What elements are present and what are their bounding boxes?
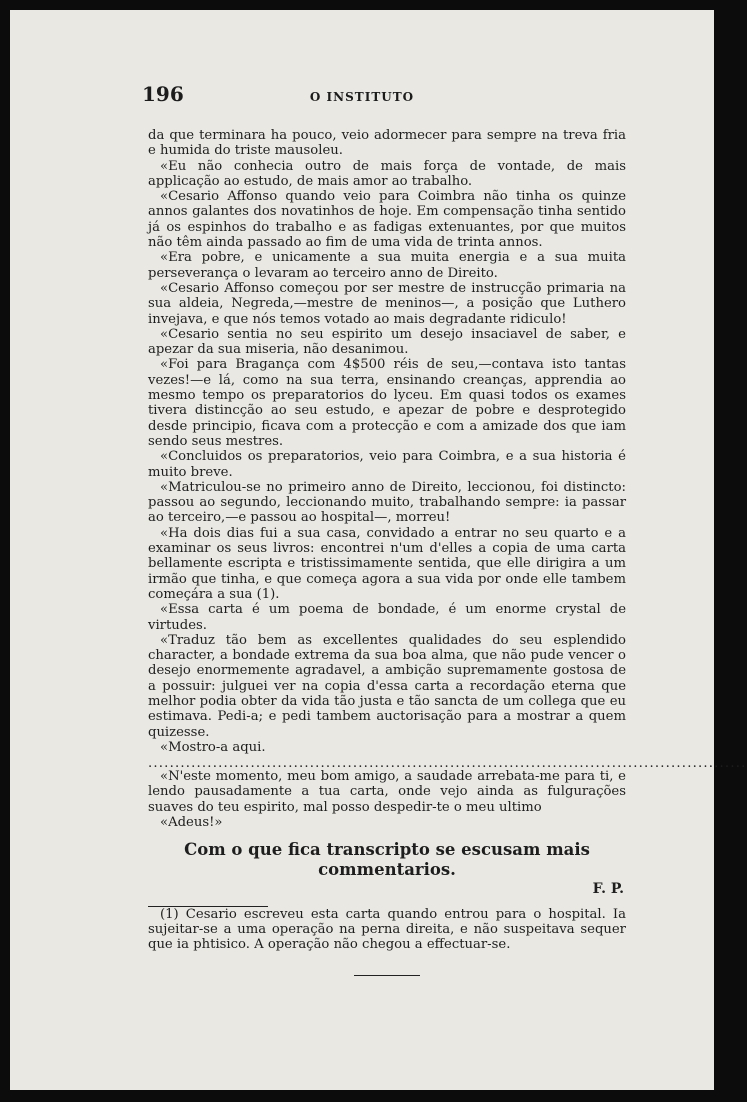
closing-line: Com o que fica transcripto se escusam mais commentarios. — [184, 840, 590, 880]
paragraph: «Eu não conhecia outro de mais força de vontade, de mais applicação ao estudo, de mais amor ao trabalho. — [148, 158, 626, 189]
paragraph: «Cesario sentia no seu espirito um desejo insaciavel de saber, e apezar da sua miseria, não desanimou. — [148, 326, 626, 358]
paragraph: «Traduz tão bem as excellentes qualidades do seu esplendido character, a bondade extrema da sua boa alma, que não pude vencer o desejo enormemente agradavel, a ambição supremamente gostosa de a possuir: julguei ver na copia d'essa carta a recordação eterna que melhor podia obter da vida tão justa e tão sancta de um collega que eu estimava. Pedi-a; e pedi tambem auctorisação para a mostrar a quem quizesse. — [148, 632, 626, 740]
paragraph: «Ha dois dias fui a sua casa, convidado a entrar no seu quarto e a examinar os seus livros: encontrei n'um d'elles a copia de uma carta bellamente escripta e tristissimamente sentida, que elle dirigira a um irmão que tinha, e que começa agora a sua vida por onde elle tambem começára a sua (1). — [148, 525, 626, 602]
paragraph: «N'este momento, meu bom amigo, a saudade arrebata-me para ti, e lendo pausadamente a tua carta, onde vejo ainda as fulgurações suaves do teu espirito, mal posso despedir-te o meu ultimo — [148, 769, 626, 815]
paragraph: «Adeus!» — [160, 815, 223, 831]
footnote: (1) Cesario escreveu esta carta quando entrou para o hospital. Ia sujeitar-se a uma operação na perna direita, e não suspeitava sequer que ia phtisico. A operação não chegou a effectuar-se. — [148, 906, 626, 953]
paragraph: «Mostro-a aqui. — [160, 739, 266, 755]
signature: F. P. — [592, 881, 624, 898]
paragraph: «Essa carta é um poema de bondade, é um enorme crystal de virtudes. — [148, 602, 626, 633]
paragraph: «Concluidos os preparatorios, veio para Coimbra, e a sua historia é muito breve. — [148, 449, 626, 480]
paragraph: da que terminara ha pouco, veio adormecer para sempre na treva fria e humida do triste mausoleu. — [148, 128, 626, 159]
page-header — [10, 82, 714, 112]
paragraph: «Foi para Bragança com 4$500 réis de seu,—contava isto tantas vezes!—e lá, como na sua terra, ensinando creanças, apprendia ao mesmo tempo os preparatorios do lyceu. Em quasi todos os exames tivera distincção ao seu estudo, e apezar de pobre e desprotegido desde principio, ficava com a protecção e com a amizade dos que iam sendo seus mestres. — [148, 357, 626, 449]
paragraph: «Matriculou-se no primeiro anno de Direito, leccionou, foi distincto: passou ao segundo, leccionando muito, trabalhando sempre: ia passar ao terceiro,—e passou ao hospital—, morreu! — [148, 479, 626, 526]
end-rule — [354, 975, 420, 976]
running-head: O INSTITUTO — [309, 90, 415, 104]
page — [10, 10, 747, 1090]
article-body — [148, 128, 747, 976]
paragraph: «Era pobre, e unicamente a sua muita energia e a sua muita perseverança o levaram ao terceiro anno de Direito. — [148, 250, 626, 281]
paragraph: «Cesario Affonso quando veio para Coimbra não tinha os quinze annos galantes dos novatinhos de hoje. Em compensação tinha sentido já os espinhos do trabalho e as fadigas extenuantes, por que muitos não têm ainda passado ao fim de uma vida de trinta annos. — [148, 189, 626, 251]
paragraph: «Cesario Affonso começou por ser mestre de instrucção primaria na sua aldeia, Negreda,—mestre de meninos—, a posição que Luthero invejava, e que nós temos votado ao mais degradante ridiculo! — [148, 280, 626, 327]
dotted-separator: ............................................................................................................... — [148, 756, 747, 772]
page-number: 196 — [142, 82, 184, 106]
